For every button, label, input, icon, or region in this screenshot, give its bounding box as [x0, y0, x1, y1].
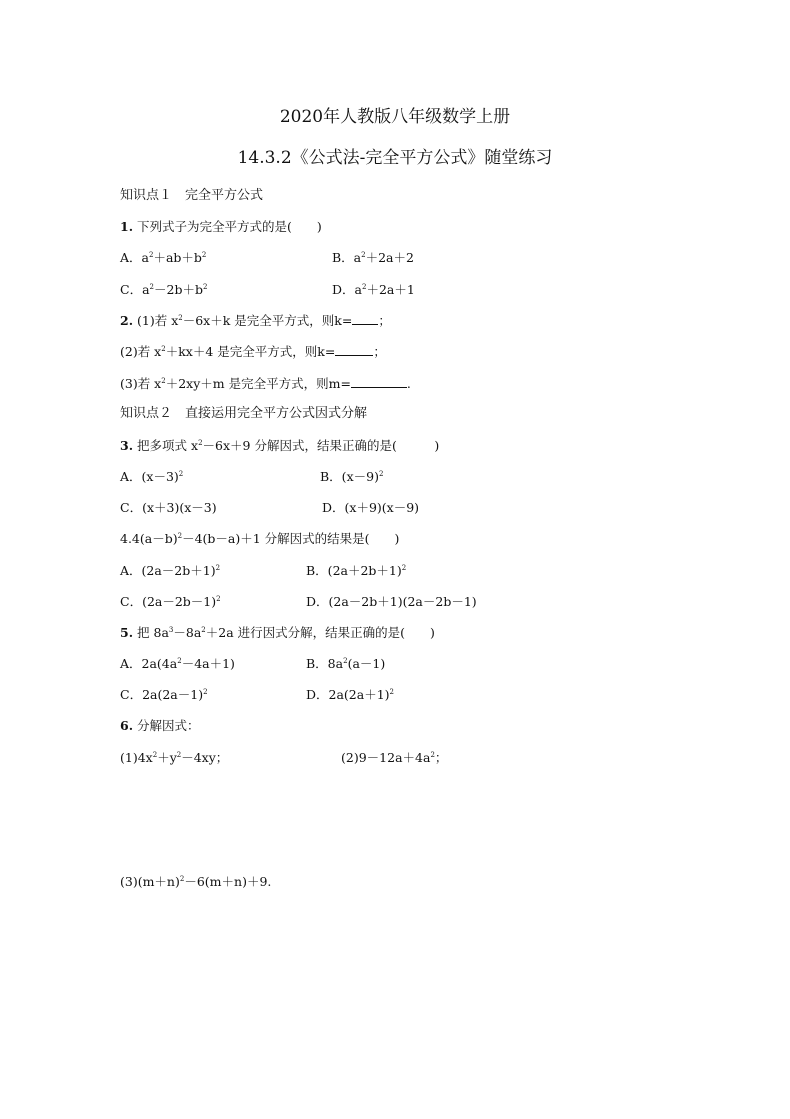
q6-part-1: $(1)4x^2+y^2-4xy$； — [120, 750, 229, 765]
q3-option-a: A．$(x-3)^2$ — [120, 469, 184, 484]
q4-option-b: B．$(2a+2b+1)^2$ — [306, 563, 407, 578]
q3-option-b: B．$(x-9)^2$ — [320, 469, 384, 484]
q5-option-c: C．$2a(2a-1)^2$ — [120, 687, 208, 702]
q1-option-a: A．$a^2+ab+b^2$ — [120, 250, 207, 265]
section-heading-2: 知识点２ 直接运用完全平方公式因式分解 — [120, 406, 368, 421]
question-3: 3. 把多项式 $x^2-6x+9$ 分解因式，结果正确的是( ) — [120, 438, 440, 453]
q6-part-2: $(2)9-12a+4a^2$； — [341, 750, 448, 765]
question-2-part-3: (3)若 $x^2+2xy+m$ 是完全平方式，则m= . — [120, 376, 411, 391]
q4-option-a: A．$(2a-2b+1)^2$ — [120, 563, 221, 578]
q5-option-b: B．$8a^2(a-1)$ — [306, 656, 386, 671]
question-1: 1. 下列式子为完全平方式的是( ) — [120, 219, 322, 234]
q1-option-d: D．$a^2+2a+1$ — [332, 282, 415, 297]
q1-option-c: C．$a^2-2b+b^2$ — [120, 282, 208, 297]
q3-option-d: D．(x＋9)(x－9) — [322, 500, 420, 515]
question-2-part-2: (2)若 $x^2+kx+4$ 是完全平方式，则k= ； — [120, 344, 386, 359]
q4-option-c: C．$(2a-2b-1)^2$ — [120, 594, 221, 609]
q1-option-b: B．$a^2+2a+2$ — [332, 250, 414, 265]
question-5: 5. 把 $8a^3-8a^2+2a$ 进行因式分解，结果正确的是( ) — [120, 625, 435, 640]
question-4: $4.4(a-b)^2-4(b-a)+1$ 分解因式的结果是( ) — [120, 531, 400, 546]
q3-option-c: C．(x＋3)(x－3) — [120, 500, 217, 515]
document-subtitle: 14.3.2《公式法-完全平方公式》随堂练习 — [237, 148, 553, 168]
blank-k-2[interactable] — [335, 344, 373, 356]
section-heading-1: 知识点１ 完全平方公式 — [120, 188, 264, 203]
blank-k-1[interactable] — [352, 313, 378, 325]
q6-part-3: $(3)(m+n)^2-6(m+n)+9$. — [120, 874, 272, 889]
q5-option-d: D．$2a(2a+1)^2$ — [306, 687, 395, 702]
q5-option-a: A．$2a(4a^2-4a+1)$ — [120, 656, 235, 671]
question-2-part-1: 2. (1)若 $x^2-6x+k$ 是完全平方式，则k= ； — [120, 313, 391, 328]
document-title: 2020年人教版八年级数学上册 — [279, 107, 511, 127]
blank-m[interactable] — [351, 376, 407, 388]
question-6: 6. 分解因式： — [120, 718, 200, 733]
q4-option-d: D．(2a－2b＋1)(2a－2b－1) — [306, 594, 477, 609]
